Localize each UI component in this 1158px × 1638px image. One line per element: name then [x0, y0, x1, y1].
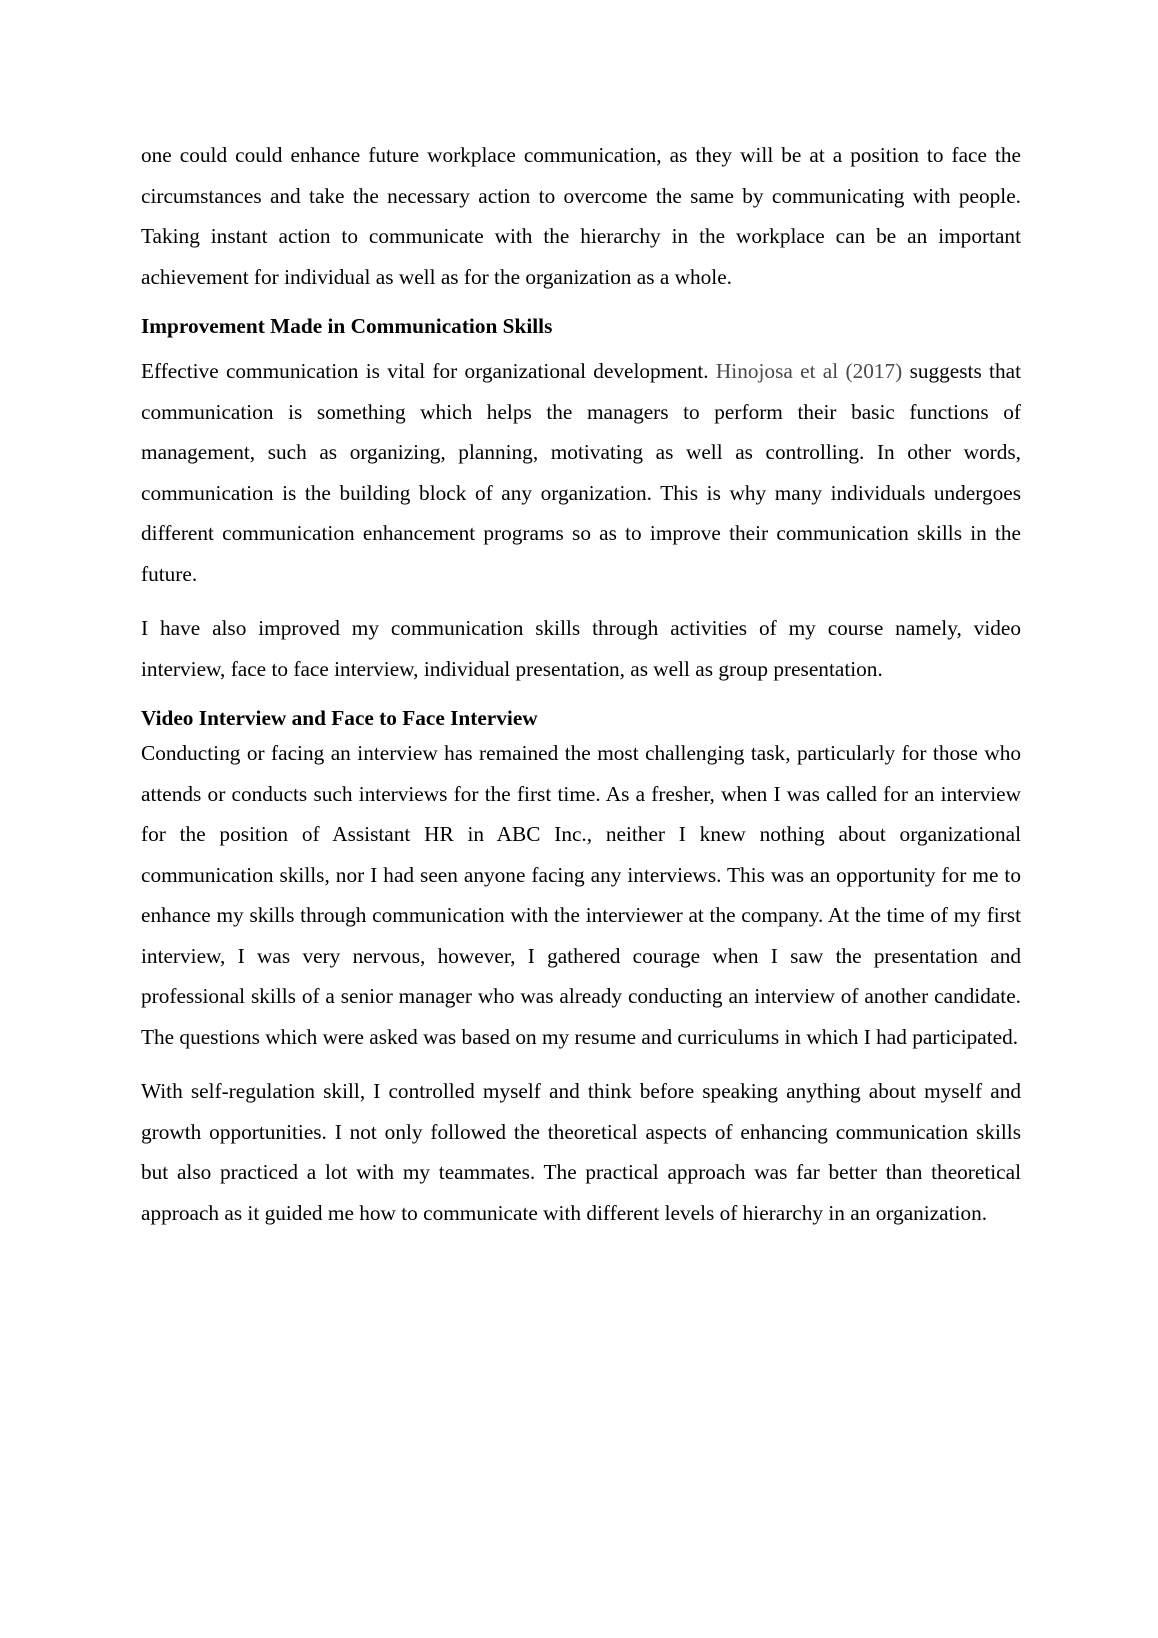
paragraph-course-activities: I have also improved my communication skills through activities of my course namely, video interview, face to face interview, individual presentation, as well as group presentation.	[141, 616, 1021, 681]
paragraph-workplace-communication: one could could enhance future workplace communication, as they will be at a position to face the circumstances and take the necessary action to overcome the same by communicating with people. Taking instant action to communicate with the hierarchy in the workplace can be an important achievement for individual as well as for the organization as a whole.	[141, 143, 1021, 289]
document-body	[141, 135, 1021, 1247]
section-heading-interview: Video Interview and Face to Face Interview	[141, 706, 538, 730]
paragraph-lead-text: Effective communication is vital for organizational development.	[141, 359, 716, 383]
section-heading-improvement: Improvement Made in Communication Skills	[141, 314, 553, 338]
paragraph-interview-experience: Conducting or facing an interview has remained the most challenging task, particularly for those who attends or conducts such interviews for the first time. As a fresher, when I was called for an interview for the position of Assistant HR in ABC Inc., neither I knew nothing about organizational communication skills, nor I had seen anyone facing any interviews. This was an opportunity for me to enhance my skills through communication with the interviewer at the company. At the time of my first interview, I was very nervous, however, I gathered courage when I saw the presentation and professional skills of a senior manager who was already conducting an interview of another candidate. The questions which were asked was based on my resume and curriculums in which I had participated.	[141, 741, 1021, 1049]
paragraph-effective-communication	[141, 351, 1021, 594]
citation-hinojosa: Hinojosa et al (2017)	[715, 359, 903, 383]
paragraph-body-text: suggests that communication is something which helps the managers to perform their basic functions of management, such as organizing, planning, motivating as well as controlling. In other words, communication is the building block of any organization. This is why many individuals undergoes different communication enhancement programs so as to improve their communication skills in the future.	[141, 359, 1021, 586]
paragraph-self-regulation: With self-regulation skill, I controlled myself and think before speaking anything about myself and growth opportunities. I not only followed the theoretical aspects of enhancing communication skills but also practiced a lot with my teammates. The practical approach was far better than theoretical approach as it guided me how to communicate with different levels of hierarchy in an organization.	[141, 1079, 1021, 1225]
